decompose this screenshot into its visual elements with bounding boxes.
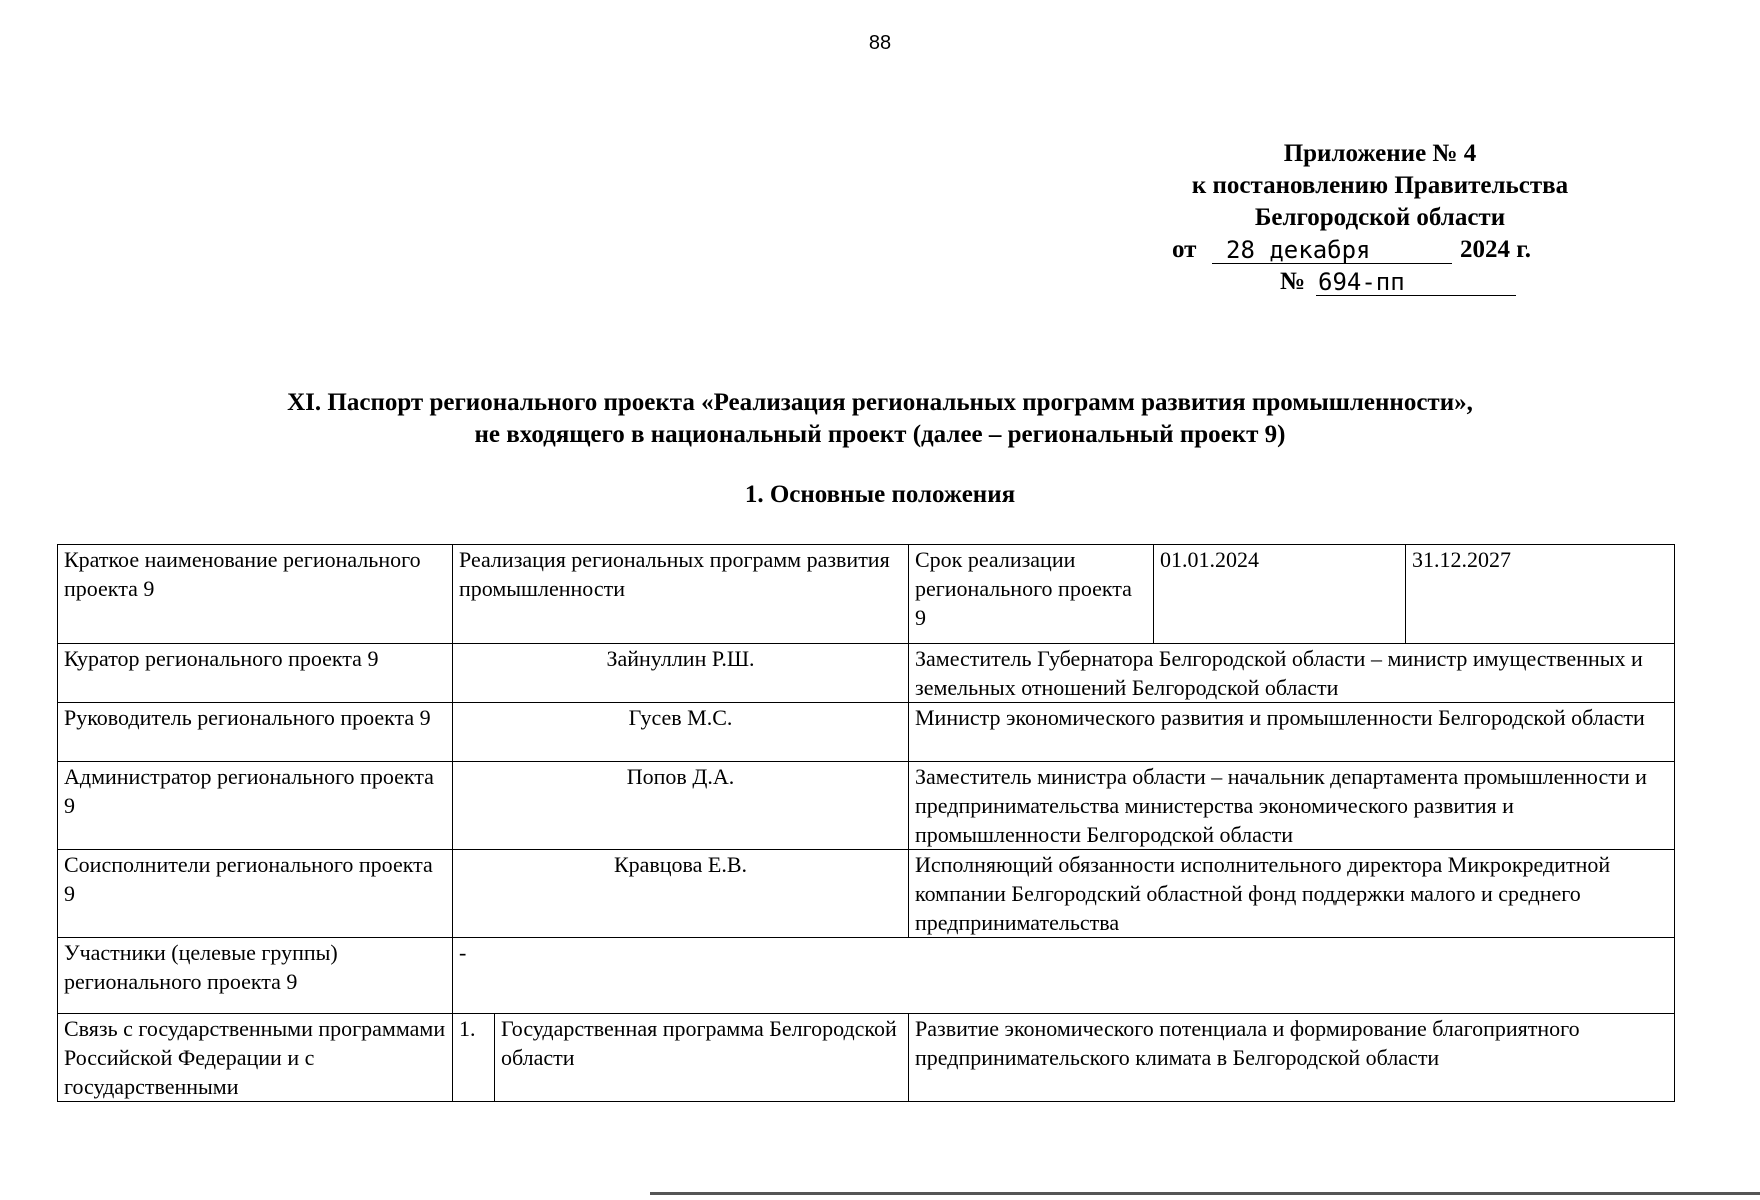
appendix-title: Приложение № 4 [1283,140,1477,167]
table-row [58,762,1675,850]
date-prefix: от [1172,236,1197,263]
appendix-region: Белгородской области [1254,204,1506,231]
program-type: Государственная программа Белгородской области [495,1014,909,1102]
date-value: 28 декабря [1212,234,1452,264]
appendix-number-row [1160,266,1600,298]
heading-line-1: XI. Паспорт регионального проекта «Реализация региональных программ развития промышленности», [287,389,1473,416]
table-row [58,938,1675,1014]
heading-line-2: не входящего в национальный проект (далее – региональный проект 9) [474,421,1286,448]
head-position: Министр экономического развития и промышленности Белгородской области [909,703,1675,762]
row-label: Руководитель регионального проекта 9 [58,703,453,762]
program-name: Развитие экономического потенциала и формирование благоприятного предпринимательского климата в Белгородской области [909,1014,1675,1102]
appendix-date-row [1160,234,1600,266]
head-name: Гусев М.С. [453,703,909,762]
table-row [58,545,1675,644]
table-row [58,850,1675,938]
passport-table [57,544,1675,1102]
page-number: 88 [868,32,892,54]
administrator-position: Заместитель министра области – начальник департамента промышленности и предпринимательства министерства экономического развития и промышленности Белгородской области [909,762,1675,850]
row-label: Участники (целевые группы) регионального проекта 9 [58,938,453,1014]
scan-edge-line [650,1192,1760,1195]
document-heading [0,387,1760,451]
date-year: 2024 г. [1460,236,1532,263]
table-row [58,1014,1675,1102]
table-row [58,703,1675,762]
table-row [58,644,1675,703]
curator-position: Заместитель Губернатора Белгородской области – министр имущественных и земельных отношений Белгородской области [909,644,1675,703]
term-label: Срок реализации регионального проекта 9 [909,545,1154,644]
section-heading: 1. Основные положения [744,481,1016,508]
coexecutor-name: Кравцова Е.В. [453,850,909,938]
row-label: Краткое наименование регионального проекта 9 [58,545,453,644]
row-label: Администратор регионального проекта 9 [58,762,453,850]
term-start-date: 01.01.2024 [1154,545,1406,644]
appendix-decree: к постановлению Правительства [1191,172,1569,199]
number-value: 694-пп [1316,266,1516,296]
program-number: 1. [453,1014,495,1102]
row-label: Куратор регионального проекта 9 [58,644,453,703]
number-sign: № [1280,268,1306,295]
row-label: Соисполнители регионального проекта 9 [58,850,453,938]
coexecutor-position: Исполняющий обязанности исполнительного директора Микрокредитной компании Белгородский областной фонд поддержки малого и среднего предпринимательства [909,850,1675,938]
project-short-name: Реализация региональных программ развития промышленности [453,545,909,644]
row-label: Связь с государственными программами Российской Федерации и с государственными [58,1014,453,1102]
appendix-block [1160,138,1600,298]
curator-name: Зайнуллин Р.Ш. [453,644,909,703]
term-end-date: 31.12.2027 [1406,545,1675,644]
administrator-name: Попов Д.А. [453,762,909,850]
participants-value: - [453,938,1675,1014]
